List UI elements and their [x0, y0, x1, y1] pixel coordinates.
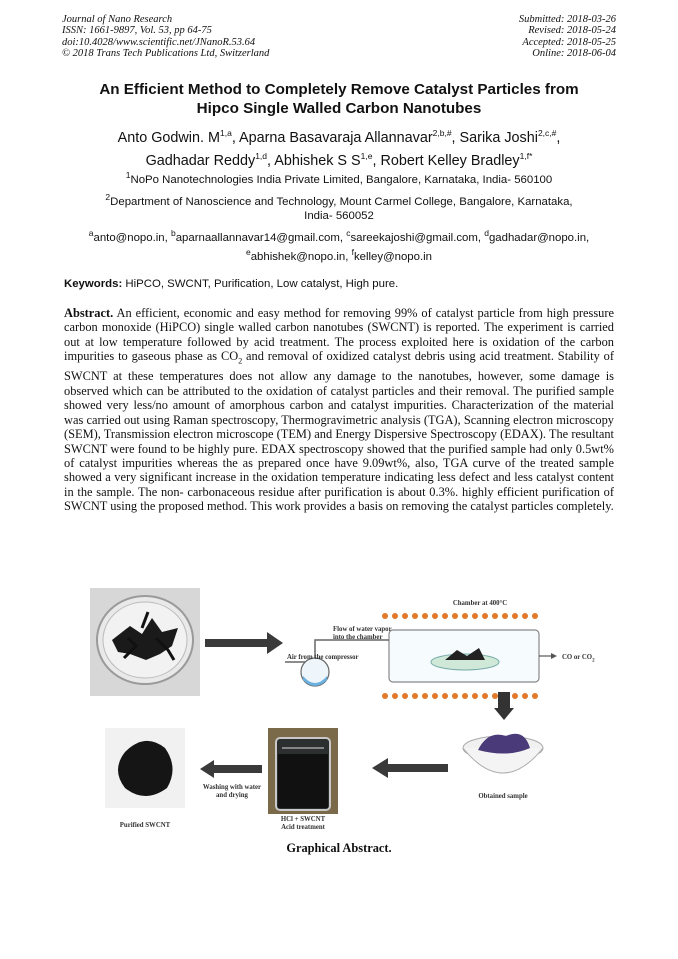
co-label	[562, 654, 622, 665]
obtained-sample-bowl	[458, 718, 548, 786]
email-link[interactable]: abhishek@nopo.in	[250, 251, 346, 264]
heater-dots-bottom	[382, 693, 538, 699]
author-name: Sarika Joshi	[459, 129, 538, 146]
abstract-label: Abstract.	[64, 306, 114, 320]
heater-dots-top	[382, 613, 538, 619]
water-vapor-line: into the chamber	[333, 634, 383, 641]
email-sup: f	[351, 247, 354, 258]
co-label-text: CO or CO	[562, 654, 593, 661]
affiliation-1	[66, 168, 612, 187]
acid-treatment-photo	[268, 728, 338, 814]
email-sup: e	[245, 247, 251, 258]
author-sup: 2,c,#	[537, 128, 557, 138]
author-sup: 1,a	[220, 128, 232, 138]
submitted-date: Submitted: 2018-03-26	[518, 14, 616, 25]
email-link[interactable]: anto@nopo.in	[93, 231, 165, 244]
washing-line: Washing with water	[202, 784, 262, 791]
obtained-sample-label: Obtained sample	[478, 793, 528, 800]
email-sup: a	[88, 228, 94, 238]
journal-info	[62, 14, 269, 60]
co-label-sub: 2	[592, 658, 595, 664]
affiliation-text: NoPo Nanotechnologies India Private Limited, Bangalore, Karnataka, India- 560100	[130, 173, 553, 186]
author-sup: 1,f*	[519, 150, 533, 161]
hcl-label	[268, 816, 338, 832]
online-date: Online: 2018-06-04	[532, 48, 616, 60]
email-link[interactable]: gadhadar@nopo.in	[488, 231, 587, 244]
arrow-left-icon	[200, 760, 262, 778]
affiliation-text: India- 560052	[304, 210, 374, 223]
hcl-line: HCl + SWCNT	[280, 816, 326, 823]
publication-dates	[519, 14, 616, 60]
author-name: Aparna Basavaraja Allannavar	[239, 129, 433, 146]
issn: ISSN: 1661-9897, Vol. 53, pp 64-75	[62, 25, 212, 37]
abstract-text: An efficient, economic and easy method for removing 99% of catalyst particle from high pressure carbon monoxide (HiPCO) single walled carbon nanotubes (SWCNT) is reported. The experiment is carried out at low temperature followed by acid treatment. The process exploited here is oxidation of the carbon impurities to gaseous phase as CO	[64, 306, 614, 364]
arrow-left-icon	[372, 758, 448, 778]
washing-label	[196, 784, 268, 800]
affiliation-sup: 1	[125, 170, 131, 180]
arrow-right-icon	[205, 632, 285, 654]
copyright: © 2018 Trans Tech Publications Ltd, Switzerland	[62, 48, 270, 60]
email-link[interactable]: kelley@nopo.in	[353, 251, 433, 264]
keywords-label: Keywords:	[64, 278, 123, 290]
chamber-label: Chamber at 400°C	[452, 600, 508, 607]
washing-line: and drying	[216, 792, 248, 799]
water-vapor-label	[333, 626, 403, 642]
author-list: Anto Godwin. M$^{1,a}$, Aparna Basavaraja Allannavar$^{2,b,\#}$, Sarika Joshi$^{2,c,\#}$, Gadhadar Reddy$^{1,d}$, Abhishek S S$^{1,e}$, Robert Kelley Bradley$^{1,f*}$	[117, 128, 561, 169]
arrow-down-icon	[494, 692, 514, 720]
author-name: Anto Godwin. M	[117, 129, 220, 146]
author-sup: 1,e	[360, 150, 373, 161]
co2-subscript: 2	[238, 356, 243, 366]
raw-swcnt-photo	[90, 588, 200, 696]
hcl-line: Acid treatment	[281, 824, 325, 831]
keywords	[64, 278, 614, 290]
title-line-1: An Efficient Method to Completely Remove Catalyst Particles from	[99, 81, 579, 98]
water-vapor-line: Flow of water vapor	[333, 626, 392, 633]
email-sup: d	[484, 228, 489, 238]
journal-name: Journal of Nano Research	[62, 14, 173, 25]
author-name: Robert Kelley Bradley	[380, 152, 520, 169]
revised-date: Revised: 2018-05-24	[528, 25, 616, 37]
author-sup: 2,b,#	[432, 128, 452, 138]
graphical-abstract	[0, 588, 678, 838]
abstract-text: and removal of oxidized catalyst debris using acid treatment. Stability of SWCNT at these temperatures does not allow any damage to the nanotubes, however, some damage is observed which can be attributed to the oxidation of catalyst particles and their removal. The purified sample showed very less/no amount of amorphous carbon and catalyst impurities. Characterization of the material was carried out using Raman spectroscopy, Thermogravimetric analysis (TGA), Scanning electron microscopy (SEM), Transmission electron microscope (TEM) and Energy Dispersive Spectroscopy (EDAX). The resultant SWCNT were found to be highly pure. EDAX spectroscopy showed that the purified sample had only 0.5wt% of catalyst impurities whereas the as prepared once have 9.09wt%, also, TGA curve of the treated sample showed a very significant increase in the oxidation temperature indicating less defect and less catalyst content in the sample. The non- carbonaceous residue after purification is about 0.3%. highly efficient purification of SWCNT using the proposed method. This work provides a basis on removing the catalyst particles completely.	[64, 349, 614, 514]
author-name: Gadhadar Reddy	[145, 152, 256, 169]
abstract	[64, 306, 614, 514]
figure-caption: Graphical Abstract.	[286, 841, 392, 855]
author-sup: 1,d	[255, 150, 268, 161]
affiliation-sup: 2	[105, 192, 111, 202]
title-line-2: Hipco Single Walled Carbon Nanotubes	[196, 100, 482, 117]
email-sup: b	[170, 228, 176, 238]
email-link[interactable]: aparnaallannavar14@gmail.com	[175, 231, 340, 244]
purified-label: Purified SWCNT	[119, 822, 171, 829]
doi: doi:10.4028/www.scientific.net/JNanoR.53.64	[62, 36, 256, 48]
author-name: Abhishek S S	[274, 152, 361, 169]
keywords-text: HiPCO, SWCNT, Purification, Low catalyst, High pure.	[125, 278, 399, 290]
email-link[interactable]: sareekajoshi@gmail.com	[350, 231, 478, 244]
affiliation-text: Department of Nanoscience and Technology, Mount Carmel College, Bangalore, Karnataka,	[110, 195, 573, 208]
email-sup: c	[346, 228, 351, 238]
paper-title	[60, 80, 618, 118]
affiliation-2	[66, 190, 612, 224]
accepted-date: Accepted: 2018-05-25	[522, 36, 616, 48]
air-label: Air from the compressor	[287, 654, 359, 661]
petri-dish-graphic	[90, 588, 200, 696]
email-list: $^a$anto@nopo.in, $^b$aparnaallannavar14@gmail.com, $^c$sareekajoshi@gmail.com, $^d$gadhadar@nopo.in, $^e$abhishek@nopo.in, $^f$kelley@nopo.in	[88, 228, 590, 264]
purified-swcnt-photo	[105, 728, 185, 808]
